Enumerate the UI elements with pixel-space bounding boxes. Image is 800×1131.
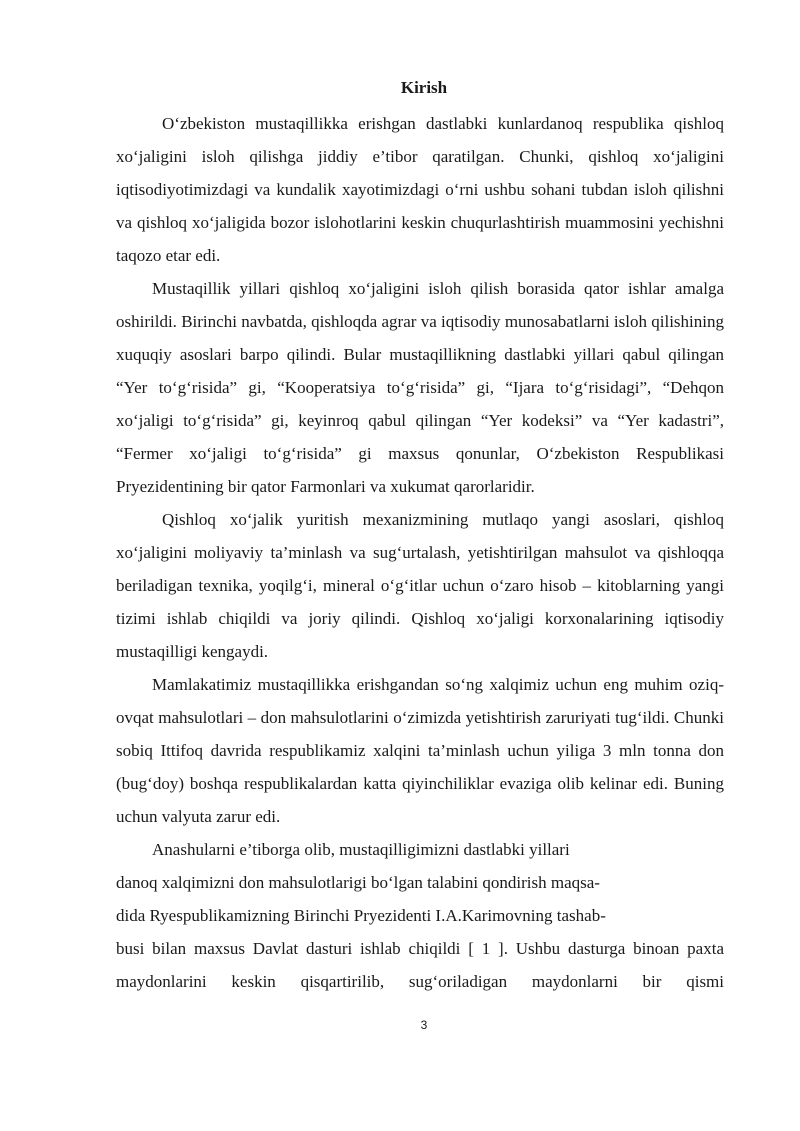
paragraph-1: O‘zbekiston mustaqillikka erishgan dastlabki kunlardanoq respublika qishloq xo‘jaligini isloh qilishga jiddiy e’tibor qaratilgan. Chunki, qishloq xo‘jaligini iqtisodiyotimizdagi va kundalik xayotimizdagi o‘rni ushbu sohani tubdan isloh qilishni va qishloq xo‘jaligida bozor islohotlarini keskin chuqurlashtirish muammosini yechishni taqozo etar edi. bbox=[116, 114, 724, 265]
paragraph-2: Mustaqillik yillari qishloq xo‘jaligini isloh qilish borasida qator ishlar amalga oshirildi. Birinchi navbatda, qishloqda agrar va iqtisodiy munosabatlarni isloh qilishining xuquqiy asoslari barpo qilindi. Bular mustaqillikning dastlabki yillari qabul qilingan “Yer to‘g‘risida” gi, “Kooperatsiya to‘g‘risida” gi, “Ijara to‘g‘risidagi”, “Dehqon xo‘jaligi to‘g‘risida” gi, keyinroq qabul qilingan “Yer kodeksi” va “Yer kadastri”, “Fermer xo‘jaligi to‘g‘risida” gi maxsus qonunlar, O‘zbekiston Respublikasi Pryezidentining bir qator Farmonlari va xukumat qarorlaridir. bbox=[116, 279, 724, 496]
paragraph-5-continuation: busi bilan maxsus Davlat dasturi ishlab chiqildi [ 1 ]. Ushbu dasturga binoan paxta maydonlarini keskin qisqartirilib, sug‘oriladigan maydonlarni bir qismi bbox=[116, 939, 724, 991]
paragraph-5-line-1: Anashularni e’tiborga olib, mustaqilligimizni dastlabki yillari bbox=[152, 840, 570, 859]
paragraph-5-line-3: dida Ryespublikamizning Birinchi Pryezidenti I.A.Karimovning tashab- bbox=[116, 906, 606, 925]
paragraph-3: Qishloq xo‘jalik yuritish mexanizmining mutlaqo yangi asoslari, qishloq xo‘jaligini moliyaviy ta’minlash va sug‘urtalash, yetishtirilgan mahsulot va qishloqqa beriladigan texnika, yoqilg‘i, mineral o‘g‘itlar uchun o‘zaro hisob – kitoblarning yangi tizimi ishlab chiqildi va joriy qilindi. Qishloq xo‘jaligi korxonalarining iqtisodiy mustaqilligi kengaydi. bbox=[116, 510, 724, 661]
paragraph-5-line-2: danoq xalqimizni don mahsulotlarigi bo‘lgan talabini qondirish maqsa- bbox=[116, 873, 600, 892]
paragraph-4: Mamlakatimiz mustaqillikka erishgandan so‘ng xalqimiz uchun eng muhim oziq-ovqat mahsulotlari – don mahsulotlarini o‘zimizda yetishtirish zaruriyati tug‘ildi. Chunki sobiq Ittifoq davrida respublikamiz xalqini ta’minlash uchun yiliga 3 mln tonna don (bug‘doy) boshqa respublikalardan katta qiyinchiliklar evaziga olib kelinar edi. Buning uchun valyuta zarur edi. bbox=[116, 675, 724, 826]
document-body bbox=[116, 107, 724, 998]
page-title: Kirish bbox=[400, 78, 448, 97]
page-number: 3 bbox=[420, 1018, 428, 1032]
